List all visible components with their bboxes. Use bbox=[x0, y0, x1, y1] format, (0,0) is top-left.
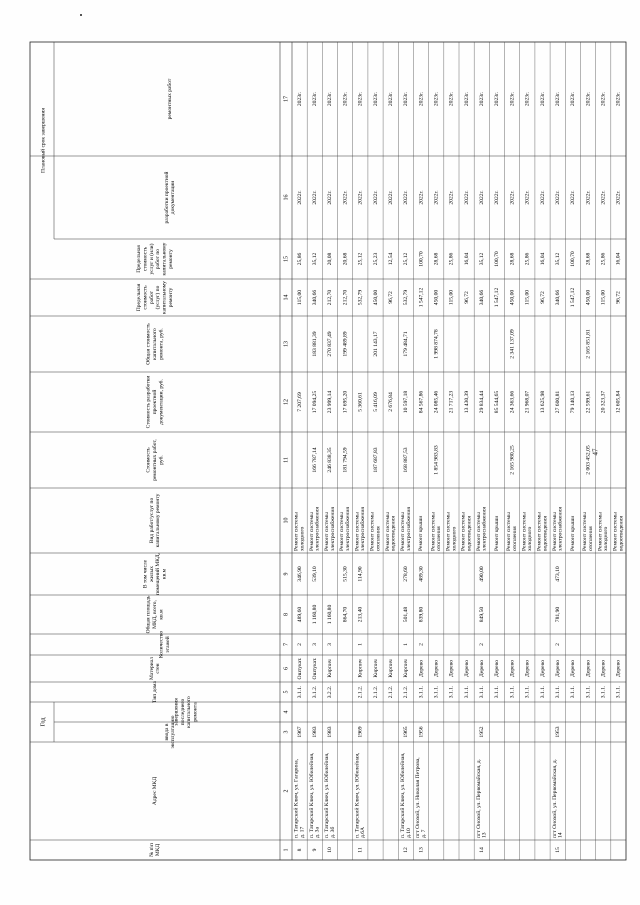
cell-limit: 28,68 bbox=[433, 252, 440, 266]
cell-address: п. Татарский Ключ, ул. Гагарина,д. 17 bbox=[293, 758, 306, 838]
column-number: 17 bbox=[283, 96, 290, 102]
cell-design: 24 085,46 bbox=[433, 390, 440, 414]
cell-design: 5 416,09 bbox=[372, 392, 379, 412]
cell-wall: Дерево bbox=[463, 659, 470, 678]
column-number: 15 bbox=[283, 256, 290, 262]
cell-design: 79 140,13 bbox=[570, 390, 577, 414]
cell-d2: 2023г. bbox=[524, 91, 531, 107]
cell-limit: 16,04 bbox=[615, 252, 622, 266]
cell-max: 340,66 bbox=[554, 289, 561, 306]
cell-address: п. Татарский Ключ, ул. Юбилейная,д. 3б bbox=[324, 752, 337, 838]
cell-address: п. Татарский Ключ, ул. Юбилейная,д.10 bbox=[400, 752, 413, 838]
cell-design: 13 625,98 bbox=[539, 390, 546, 414]
cell-grand: 201 143,17 bbox=[372, 331, 379, 357]
cell-wall: Кирпич bbox=[327, 659, 334, 678]
cell-limit: 25,86 bbox=[524, 252, 531, 266]
cell-d2: 2023г. bbox=[494, 91, 501, 107]
cell-work: Ремонт системыотопления bbox=[506, 512, 519, 551]
cell-max: 1 547,12 bbox=[494, 287, 501, 308]
cell-wall: Кирпич bbox=[372, 659, 379, 678]
cell-limit: 100,70 bbox=[570, 251, 577, 267]
column-number: 1 bbox=[283, 848, 290, 852]
cell-year: 1953 bbox=[554, 726, 561, 738]
cell-max: 212,70 bbox=[342, 289, 349, 306]
cell-d2: 2023г. bbox=[463, 91, 470, 107]
column-number: 10 bbox=[283, 517, 290, 524]
cell-wall: Дерево bbox=[570, 659, 577, 678]
cell-wall: Дерево bbox=[494, 659, 501, 678]
cell-repair: 246 838,35 bbox=[327, 447, 334, 473]
cell-work: Ремонт системыэлектроснабжения bbox=[400, 507, 413, 551]
cell-res: 489,30 bbox=[418, 566, 425, 582]
cell-d2: 2023г. bbox=[539, 91, 546, 107]
cell-max: 96,72 bbox=[539, 291, 546, 304]
header-cell: ввода вэксплуатацию bbox=[164, 715, 177, 749]
cell-type: 3.1.2. bbox=[312, 685, 319, 699]
cell-max: 1 547,12 bbox=[570, 287, 577, 308]
cell-res: 515,30 bbox=[342, 566, 349, 582]
cell-grand: 1 998 874,78 bbox=[433, 329, 440, 359]
cell-d1: 2022г. bbox=[494, 190, 501, 205]
cell-total: 781,90 bbox=[554, 606, 561, 623]
column-number: 5 bbox=[283, 690, 290, 694]
cell-wall: Дерево bbox=[448, 659, 455, 678]
cell-address: пгт Онохой, ул. Николая Петрова,д. 7 bbox=[415, 757, 428, 838]
cell-grand: 2 341 137,09 bbox=[509, 329, 516, 359]
cell-d2: 2023г. bbox=[357, 91, 364, 107]
cell-limit: 20,08 bbox=[327, 252, 334, 266]
cell-no: 9 bbox=[312, 848, 319, 852]
cell-total: 1 160,80 bbox=[327, 604, 334, 625]
cell-type: 3.1.1. bbox=[463, 685, 470, 699]
cell-d1: 2022г. bbox=[433, 190, 440, 205]
cell-wall: Дерево bbox=[539, 659, 546, 678]
cell-max: 115,00 bbox=[600, 289, 607, 306]
cell-total: 213,40 bbox=[357, 606, 364, 623]
header-cell: Стоимостьремонтных работ,руб. bbox=[145, 439, 165, 481]
cell-d2: 2023г. bbox=[296, 91, 303, 107]
cell-type: 3.1.1. bbox=[600, 685, 607, 699]
table-rotated-group bbox=[30, 42, 626, 860]
cell-max: 96,72 bbox=[615, 291, 622, 304]
cell-work: Ремонт системыотопления bbox=[582, 512, 595, 551]
cell-limit: 25,12 bbox=[403, 252, 410, 266]
cell-d1: 2022г. bbox=[509, 190, 516, 205]
cell-d2: 2023г. bbox=[312, 91, 319, 107]
cell-d2: 2023г. bbox=[479, 91, 486, 107]
cell-wall: Кирпич bbox=[387, 659, 394, 678]
header-cell: № п\пМКД bbox=[149, 842, 162, 858]
cell-work: Ремонт системыэлектроснабжения bbox=[354, 507, 367, 551]
cell-work: Ремонт крыши bbox=[418, 515, 425, 551]
cell-floors: 3 bbox=[327, 643, 334, 646]
column-number: 11 bbox=[283, 457, 290, 463]
cell-address: п. Татарский Ключ, ул. Юбилейная,д.6А bbox=[354, 752, 367, 838]
cell-total: 501,48 bbox=[403, 606, 410, 623]
cell-total: 849,50 bbox=[479, 606, 486, 623]
cell-wall: Оштукат. bbox=[312, 657, 319, 680]
header-cell: завершенияпоследнегокапитальногоремонта bbox=[173, 696, 199, 728]
cell-type: 3.1.1. bbox=[554, 685, 561, 699]
cell-work: Ремонт системыэлектроснабжения bbox=[339, 507, 352, 551]
cell-limit: 25,86 bbox=[448, 252, 455, 266]
cell-design: 22 599,61 bbox=[585, 390, 592, 414]
header-cell: ремонтных работ bbox=[167, 78, 174, 120]
cell-repair: 1 854 983,83 bbox=[433, 445, 440, 475]
cell-repair: 166 787,14 bbox=[312, 447, 319, 473]
cell-d1: 2022г. bbox=[312, 190, 319, 205]
cell-no: 8 bbox=[296, 848, 303, 852]
cell-floors: 2 bbox=[418, 643, 425, 646]
cell-total: 839,80 bbox=[418, 606, 425, 623]
cell-type: 3.1.1. bbox=[433, 685, 440, 699]
cell-design: 7 207,69 bbox=[296, 392, 303, 412]
cell-no: 11 bbox=[357, 847, 364, 853]
header-cell: Стоимость разработкипроектнойдокументации, руб. bbox=[145, 375, 165, 429]
cell-wall: Дерево bbox=[509, 659, 516, 678]
cell-work: Ремонт системыводоотведения bbox=[460, 512, 473, 551]
cell-design: 24 363,66 bbox=[509, 390, 516, 414]
header-cell: Предельнаястоимостьработ(услуг) покапитальномуремонту bbox=[136, 281, 175, 314]
cell-work: Ремонт системыхолодного bbox=[597, 512, 610, 551]
cell-repair: 187 687,83 bbox=[372, 447, 379, 473]
header-cell: Общая площадьМКД, всего,кв.м bbox=[145, 595, 165, 634]
cell-d2: 2023г. bbox=[448, 91, 455, 107]
cell-res: 346,90 bbox=[296, 566, 303, 582]
cell-d2: 2023г. bbox=[372, 91, 379, 107]
cell-d1: 2022г. bbox=[463, 190, 470, 205]
cell-grand: 183 881,39 bbox=[312, 331, 319, 357]
cell-no: 15 bbox=[554, 847, 561, 853]
cell-res: 278,60 bbox=[403, 566, 410, 582]
cell-max: 532,79 bbox=[403, 289, 410, 306]
cell-grand: 199 489,89 bbox=[342, 331, 349, 357]
cell-d2: 2023г. bbox=[387, 91, 394, 107]
cell-year: 1969 bbox=[357, 726, 364, 738]
header-cell: Количествоэтажей bbox=[158, 630, 172, 659]
cell-d2: 2023г. bbox=[403, 91, 410, 107]
cell-design: 84 567,86 bbox=[418, 390, 425, 414]
cell-type: 3.1.1. bbox=[615, 685, 622, 699]
column-number: 9 bbox=[283, 572, 290, 576]
cell-max: 96,72 bbox=[463, 291, 470, 304]
cell-work: Ремонт системыводоотведения bbox=[536, 512, 549, 551]
cell-d2: 2023г. bbox=[342, 91, 349, 107]
column-number: 3 bbox=[283, 730, 290, 734]
cell-work: Ремонт системыэлектроснабжения bbox=[476, 507, 488, 551]
cell-max: 340,66 bbox=[479, 289, 486, 306]
cell-d1: 2022г. bbox=[554, 190, 561, 205]
cell-d2: 2023г. bbox=[585, 91, 592, 107]
cell-d2: 2023г. bbox=[327, 91, 334, 107]
column-number: 8 bbox=[283, 613, 290, 616]
cell-type: 3.1.1. bbox=[509, 685, 516, 699]
cell-wall: Дерево bbox=[585, 659, 592, 678]
cell-type: 3.1.1. bbox=[494, 685, 501, 699]
cell-type: 3.1.1. bbox=[524, 685, 531, 699]
header-cell: Вид работ/услуг покапитальному ремонту bbox=[149, 493, 162, 548]
cell-d1: 2022г. bbox=[296, 190, 303, 205]
cell-address: п. Татарский Ключ, ул. Юбилейная,д. 3а bbox=[309, 752, 321, 838]
cell-wall: Дерево bbox=[433, 659, 440, 678]
cell-limit: 25,23 bbox=[372, 252, 379, 266]
cell-work: Ремонт системыводоотведения bbox=[612, 512, 625, 551]
cell-d2: 2023г. bbox=[554, 91, 561, 107]
cell-design: 85 544,65 bbox=[494, 390, 501, 414]
cell-limit: 16,04 bbox=[463, 252, 470, 266]
cell-design: 29 834,44 bbox=[479, 390, 486, 414]
cell-limit: 25,86 bbox=[600, 252, 607, 266]
cell-grand: 2 165 851,81 bbox=[585, 329, 592, 359]
cell-floors: 2 bbox=[296, 643, 303, 646]
cell-no: 13 bbox=[418, 847, 425, 853]
cell-work: Ремонт системыводоотведения bbox=[385, 512, 397, 551]
cell-max: 212,70 bbox=[327, 289, 334, 306]
cell-d2: 2023г. bbox=[615, 91, 622, 107]
cell-total: 1 160,80 bbox=[312, 604, 319, 625]
cell-d1: 2022г. bbox=[585, 190, 592, 205]
cell-d1: 2022г. bbox=[570, 190, 577, 205]
cell-max: 1 547,12 bbox=[418, 287, 425, 308]
cell-wall: Дерево bbox=[600, 659, 607, 678]
cell-floors: 3 bbox=[312, 643, 319, 646]
cell-d2: 2023г. bbox=[418, 91, 425, 107]
cell-d2: 2023г. bbox=[433, 91, 440, 107]
column-number: 13 bbox=[283, 341, 290, 347]
cell-limit: 16,04 bbox=[539, 252, 546, 266]
cell-wall: Дерево bbox=[524, 659, 531, 678]
cell-res: 473,10 bbox=[554, 566, 561, 582]
column-number: 7 bbox=[283, 643, 290, 646]
cell-d1: 2022г. bbox=[418, 190, 425, 205]
cell-work: Ремонт системыэлектроснабжения bbox=[552, 507, 564, 551]
cell-d1: 2022г. bbox=[403, 190, 410, 205]
cell-no: 10 bbox=[327, 847, 334, 853]
cell-repair: 2 165 980,25 bbox=[509, 445, 516, 475]
cell-d2: 2023г. bbox=[509, 91, 516, 107]
header-cell: Адрес МКД bbox=[152, 776, 159, 806]
cell-repair: 2 003 452,05 bbox=[585, 445, 592, 475]
cell-type: 3.1.1. bbox=[418, 685, 425, 699]
cell-max: 450,00 bbox=[433, 289, 440, 306]
cell-repair: 168 887,53 bbox=[403, 447, 410, 473]
cell-max: 96,72 bbox=[387, 291, 394, 304]
cell-year: 1983 bbox=[327, 726, 334, 738]
cell-no: 14 bbox=[479, 847, 486, 853]
cell-limit: 12,54 bbox=[387, 252, 394, 266]
cell-d1: 2022г. bbox=[387, 190, 394, 205]
header-cell: Предельнаястоимостьуслуг и (или)работ покапитальномуремонту bbox=[136, 242, 175, 276]
cell-type: 3.2.2. bbox=[327, 685, 334, 699]
cell-wall: Дерево bbox=[554, 659, 561, 678]
cell-d1: 2022г. bbox=[327, 190, 334, 205]
cell-res: 114,90 bbox=[357, 566, 364, 582]
cell-max: 115,00 bbox=[296, 289, 303, 306]
cell-design: 2 676,84 bbox=[387, 392, 394, 412]
cell-design: 17 695,20 bbox=[342, 390, 349, 414]
cell-limit: 100,70 bbox=[494, 251, 501, 267]
cell-d1: 2022г. bbox=[524, 190, 531, 205]
cell-design: 10 597,18 bbox=[403, 390, 410, 414]
cell-design: 20 323,37 bbox=[600, 390, 607, 414]
page-number: 47 bbox=[591, 448, 600, 456]
cell-design: 21 717,23 bbox=[448, 390, 455, 414]
cell-floors: 2 bbox=[554, 643, 561, 646]
cell-no: 12 bbox=[403, 847, 410, 853]
cell-wall: Кирпич bbox=[357, 659, 364, 678]
column-number: 4 bbox=[283, 710, 290, 714]
cell-year: 1952 bbox=[479, 726, 486, 738]
cell-work: Ремонт системыхолодного bbox=[293, 512, 306, 551]
cell-type: 2.1.2. bbox=[372, 685, 379, 699]
cell-limit: 28,68 bbox=[585, 252, 592, 266]
cell-work: Ремонт системыотопления bbox=[430, 512, 443, 551]
header-cell: В том числежилыхпомещений МКД,кв.м bbox=[142, 552, 168, 596]
cell-work: Ремонт крыши bbox=[494, 515, 501, 551]
cell-type: 3.1.1. bbox=[585, 685, 592, 699]
cell-type: 2.1.2. bbox=[387, 685, 394, 699]
cell-d1: 2022г. bbox=[479, 190, 486, 205]
cell-wall: Дерево bbox=[479, 659, 486, 678]
cell-limit: 35,12 bbox=[479, 252, 486, 266]
cell-grand: 270 837,49 bbox=[327, 331, 334, 357]
cell-repair: 181 794,59 bbox=[342, 447, 349, 473]
cell-res: 490,00 bbox=[479, 566, 486, 582]
cell-design: 13 430,39 bbox=[463, 390, 470, 414]
header-group-deadline: Плановый срок завершения bbox=[40, 108, 47, 173]
cell-max: 115,00 bbox=[524, 289, 531, 306]
cell-work: Ремонт системыэлектроснабжения bbox=[324, 507, 337, 551]
cell-limit: 28,68 bbox=[509, 252, 516, 266]
cell-year: 1983 bbox=[312, 726, 319, 738]
cell-res: 539,10 bbox=[312, 566, 319, 582]
cell-wall: Оштукат. bbox=[296, 657, 303, 680]
cell-type: 3.1.1. bbox=[570, 685, 577, 699]
cell-d1: 2022г. bbox=[357, 190, 364, 205]
cell-total: 864,70 bbox=[342, 606, 349, 623]
cell-type: 3.1.1. bbox=[539, 685, 546, 699]
cell-d1: 2022г. bbox=[539, 190, 546, 205]
cell-total: 489,60 bbox=[296, 606, 303, 623]
cell-address: пгт Онохой, ул. Первомайская, д.14 bbox=[552, 759, 564, 838]
header-cell: Тип дома bbox=[152, 681, 159, 703]
cell-wall: Дерево bbox=[418, 659, 425, 678]
cell-year: 1965 bbox=[403, 726, 410, 738]
cell-floors: 1 bbox=[403, 643, 410, 646]
cell-grand: 179 484,71 bbox=[403, 331, 410, 357]
cell-design: 27 600,81 bbox=[554, 390, 561, 414]
column-number: 12 bbox=[283, 399, 290, 405]
cell-d1: 2022г. bbox=[600, 190, 607, 205]
cell-wall: Дерево bbox=[615, 659, 622, 678]
cell-d2: 2023г. bbox=[600, 91, 607, 107]
cell-work: Ремонт системыхолодного bbox=[521, 512, 534, 551]
header-cell: разработки проектнойдокументации bbox=[164, 171, 177, 224]
cell-limit: 35,12 bbox=[554, 252, 561, 266]
column-number: 16 bbox=[283, 194, 290, 201]
cell-d1: 2022г. bbox=[372, 190, 379, 205]
cell-year: 1956 bbox=[418, 726, 425, 738]
cell-max: 450,00 bbox=[509, 289, 516, 306]
header-group-year: Год bbox=[40, 717, 47, 727]
cell-wall: Кирпич bbox=[403, 659, 410, 678]
cell-design: 12 605,84 bbox=[615, 390, 622, 414]
cell-type: 2.1.2. bbox=[357, 685, 364, 699]
cell-limit: 35,12 bbox=[312, 252, 319, 266]
cell-type: 2.1.2. bbox=[403, 685, 410, 699]
cell-type: 3.1.1. bbox=[479, 685, 486, 699]
cell-type: 3.1.1. bbox=[448, 685, 455, 699]
cell-limit: 25,86 bbox=[296, 252, 303, 266]
header-cell: Материалстен bbox=[149, 657, 162, 680]
cell-d2: 2023г. bbox=[570, 91, 577, 107]
cell-work: Ремонт системыотопления bbox=[369, 512, 382, 551]
cell-max: 532,79 bbox=[357, 289, 364, 306]
cell-design: 21 968,07 bbox=[524, 390, 531, 414]
cell-floors: 2 bbox=[479, 643, 486, 646]
column-number: 14 bbox=[283, 294, 290, 301]
cell-work: Ремонт крыши bbox=[570, 515, 577, 551]
cell-work: Ремонт системыэлектроснабжения bbox=[309, 507, 321, 551]
column-number: 6 bbox=[283, 667, 290, 670]
cell-limit: 20,68 bbox=[342, 252, 349, 266]
cell-limit: 25,12 bbox=[357, 252, 364, 266]
cell-d1: 2022г. bbox=[615, 190, 622, 205]
cell-year: 1967 bbox=[296, 726, 303, 738]
cell-design: 17 094,25 bbox=[312, 390, 319, 414]
cell-limit: 100,70 bbox=[418, 251, 425, 267]
column-number: 2 bbox=[283, 789, 290, 793]
cell-max: 450,00 bbox=[372, 289, 379, 306]
cell-type: 3.1.1. bbox=[296, 685, 303, 699]
cell-max: 450,00 bbox=[585, 289, 592, 306]
cell-work: Ремонт системыхолодного bbox=[445, 512, 458, 551]
cell-design: 5 360,61 bbox=[357, 392, 364, 412]
cell-floors: 1 bbox=[357, 643, 364, 646]
cell-d1: 2022г. bbox=[448, 190, 455, 205]
cell-max: 115,00 bbox=[448, 289, 455, 306]
cell-design: 23 999,14 bbox=[327, 390, 334, 414]
cell-d1: 2022г. bbox=[342, 190, 349, 205]
cell-max: 340,66 bbox=[312, 289, 319, 306]
header-cell: Общая стоимостькапитальногоремонта, руб. bbox=[145, 323, 165, 365]
cell-address: пгт Онохой, ул. Первомайская, д.13 bbox=[476, 759, 488, 838]
